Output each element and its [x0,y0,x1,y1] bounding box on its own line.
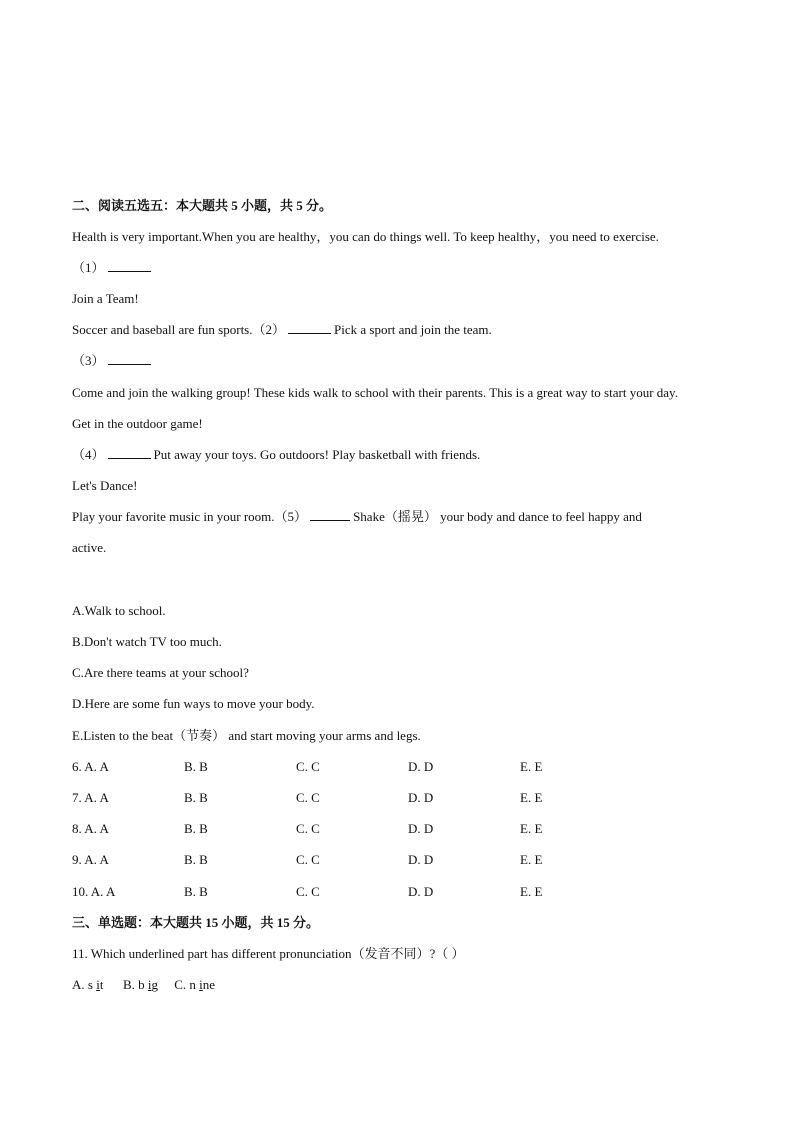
choice-e[interactable]: E. E [520,759,543,774]
para1-title: Join a Team! [72,291,139,306]
choice-a[interactable]: 9. A. A [72,852,109,867]
answer-row-10 [72,884,592,900]
blank-1 [72,260,154,276]
answer-row-8 [72,821,592,837]
choice-a[interactable]: 10. A. A [72,884,116,899]
question-11-options [72,977,215,993]
para2-text: Come and join the walking group! These kids walk to school with their parents. This is a great way to start your day. [72,385,678,400]
para4-text-c: active. [72,540,107,555]
choice-d[interactable]: D. D [408,821,434,836]
para3-text-b: Put away your toys. Go outdoors! Play basketball with friends. [153,447,481,462]
blank-1-label: （1） [72,260,105,275]
choice-b[interactable]: B. B [184,852,208,867]
para3-text [72,447,480,463]
choice-c[interactable]: C. C [296,759,320,774]
q11-option-a[interactable]: A. s it [72,977,104,992]
para1-text-a: Soccer and baseball are fun sports.（2） [72,322,285,337]
option-a: A.Walk to school. [72,603,166,618]
option-e: E.Listen to the beat（节奏） and start moving your arms and legs. [72,728,421,743]
question-11: 11. Which underlined part has different pronunciation（发音不同）?（ ） [72,946,465,961]
choice-e[interactable]: E. E [520,852,543,867]
choice-b[interactable]: B. B [184,759,208,774]
answer-blank-4[interactable] [108,447,151,459]
choice-e[interactable]: E. E [520,821,543,836]
option-d: D.Here are some fun ways to move your body. [72,696,315,711]
blank-4-label: （4） [72,447,105,462]
choice-c[interactable]: C. C [296,790,320,805]
para1-text-b: Pick a sport and join the team. [334,322,492,337]
answer-blank-3[interactable] [108,353,151,365]
blank-3-label: （3） [72,353,105,368]
choice-c[interactable]: C. C [296,852,320,867]
choice-d[interactable]: D. D [408,884,434,899]
intro-text: Health is very important.When you are healthy，you can do things well. To keep healthy，you need to exercise. [72,229,659,244]
para1-text [72,322,492,338]
option-b: B.Don't watch TV too much. [72,634,222,649]
choice-d[interactable]: D. D [408,790,434,805]
choice-e[interactable]: E. E [520,884,543,899]
q11-option-b[interactable]: B. b ig [122,977,158,992]
option-c: C.Are there teams at your school? [72,665,249,680]
answer-blank-2[interactable] [288,322,331,334]
answer-row-7 [72,790,592,806]
answer-row-6 [72,759,592,775]
q11-option-c[interactable]: C. n ine [174,977,216,992]
choice-a[interactable]: 6. A. A [72,759,109,774]
section3-heading: 三、单选题：本大题共 15 小题，共 15 分。 [72,915,320,930]
choice-e[interactable]: E. E [520,790,543,805]
choice-b[interactable]: B. B [184,790,208,805]
answer-row-9 [72,852,592,868]
para4-text [72,509,642,525]
choice-b[interactable]: B. B [184,821,208,836]
choice-d[interactable]: D. D [408,759,434,774]
choice-a[interactable]: 8. A. A [72,821,109,836]
choice-c[interactable]: C. C [296,884,320,899]
para4-text-b: Shake（摇晃） your body and dance to feel happy and [353,509,642,524]
blank-3 [72,353,154,369]
choice-a[interactable]: 7. A. A [72,790,109,805]
answer-blank-5[interactable] [310,509,350,521]
section2-heading: 二、阅读五选五：本大题共 5 小题，共 5 分。 [72,198,333,213]
choice-b[interactable]: B. B [184,884,208,899]
answer-blank-1[interactable] [108,260,151,272]
para4-text-a: Play your favorite music in your room.（5） [72,509,308,524]
choice-c[interactable]: C. C [296,821,320,836]
para3-title: Get in the outdoor game! [72,416,203,431]
para4-title: Let's Dance! [72,478,138,493]
choice-d[interactable]: D. D [408,852,434,867]
